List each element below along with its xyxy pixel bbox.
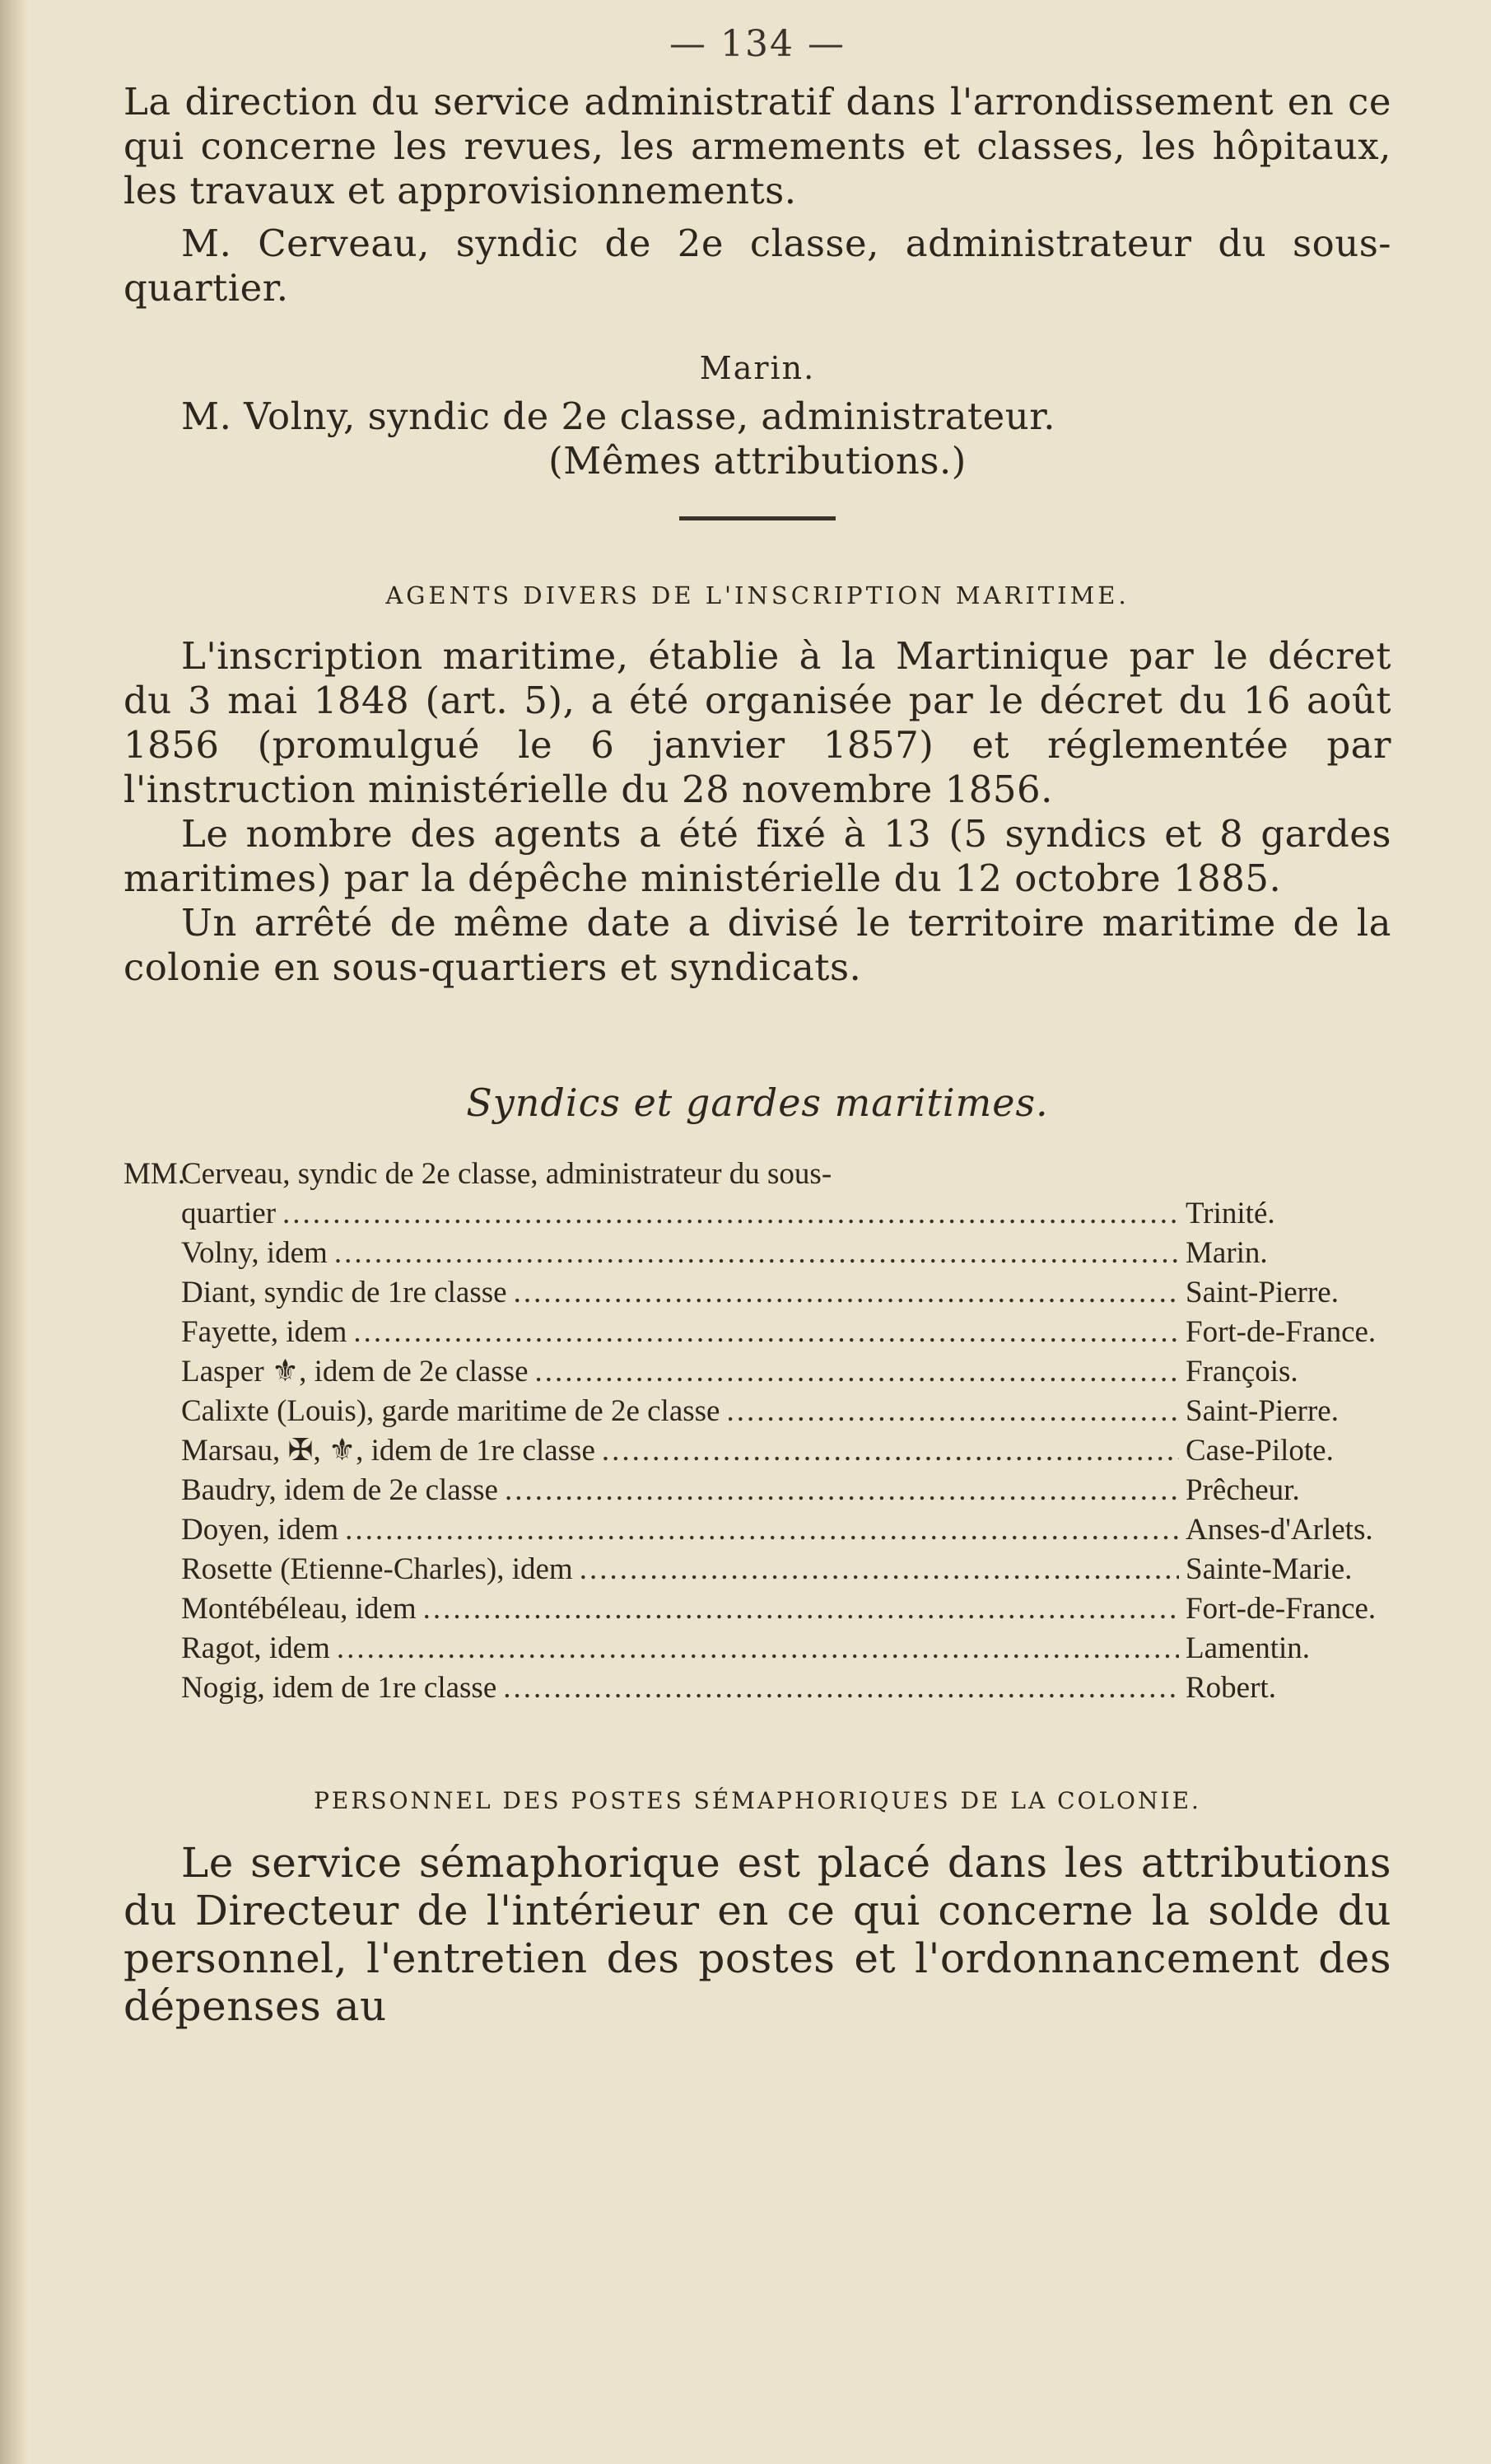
document-page bbox=[123, 23, 1391, 2030]
page-number: — 134 — bbox=[669, 23, 846, 65]
agent-name: Fayette, idem bbox=[181, 1315, 347, 1349]
agent-name: Nogig, idem de 1re classe bbox=[181, 1671, 497, 1705]
agent-location: Saint-Pierre. bbox=[1186, 1394, 1339, 1428]
table-row bbox=[123, 1471, 1391, 1510]
agent-name: Doyen, idem bbox=[181, 1513, 339, 1547]
agent-name: Rosette (Etienne-Charles), idem bbox=[181, 1552, 573, 1586]
agent-location: Prêcheur. bbox=[1186, 1473, 1300, 1507]
agent-location: Marin. bbox=[1186, 1236, 1268, 1270]
agent-name: Diant, syndic de 1re classe bbox=[181, 1276, 507, 1309]
leader-dots bbox=[423, 1589, 1179, 1629]
intro-paragraph: La direction du service administratif dans l'arrondissement en ce qui concerne les revues, les armements et classes, les hôpitaux, les travaux et approvisionnements. bbox=[123, 80, 1391, 212]
table-row bbox=[123, 1273, 1391, 1313]
agent-name: Calixte (Louis), garde maritime de 2e classe bbox=[181, 1394, 720, 1428]
agent-name: Marsau, ✠, ⚜, idem de 1re classe bbox=[181, 1434, 595, 1468]
table-row bbox=[123, 1194, 1391, 1234]
personnel-heading: PERSONNEL DES POSTES SÉMAPHORIQUES DE LA COLONIE. bbox=[314, 1787, 1201, 1814]
agent-location: Trinité. bbox=[1186, 1197, 1275, 1230]
agent-location: François. bbox=[1186, 1355, 1298, 1388]
agent-name: Baudry, idem de 2e classe bbox=[181, 1473, 498, 1507]
agent-name: Volny, idem bbox=[181, 1236, 328, 1270]
inscription-paragraph-2: Le nombre des agents a été fixé à 13 (5 syndics et 8 gardes maritimes) par la dépêche ministérielle du 12 octobre 1885. bbox=[123, 812, 1391, 900]
inscription-paragraph-3: Un arrêté de même date a divisé le territoire maritime de la colonie en sous-quartiers et syndicats. bbox=[123, 901, 1391, 989]
table-row bbox=[123, 1313, 1391, 1352]
section-divider bbox=[679, 516, 836, 520]
agent-location: Robert. bbox=[1186, 1671, 1276, 1705]
leader-dots bbox=[535, 1352, 1179, 1392]
table-row bbox=[123, 1392, 1391, 1431]
agent-location: Saint-Pierre. bbox=[1186, 1276, 1339, 1309]
leader-dots bbox=[337, 1629, 1179, 1668]
agent-location: Lamentin. bbox=[1186, 1631, 1311, 1665]
leader-dots bbox=[580, 1550, 1179, 1589]
agent-location: Anses-d'Arlets. bbox=[1186, 1513, 1373, 1547]
inscription-paragraph-1: L'inscription maritime, établie à la Martinique par le décret du 3 mai 1848 (art. 5), a été organisée par le décret du 16 août 1856 (promulgué le 6 janvier 1857) et réglementée par l'instruction ministérielle du 28 novembre 1856. bbox=[123, 634, 1391, 811]
list-first-line: Cerveau, syndic de 2e classe, administrateur du sous- bbox=[181, 1157, 832, 1191]
leader-dots bbox=[514, 1273, 1179, 1313]
agent-location: Sainte-Marie. bbox=[1186, 1552, 1353, 1586]
leader-dots bbox=[345, 1510, 1179, 1550]
table-row bbox=[123, 1629, 1391, 1668]
table-row bbox=[123, 1352, 1391, 1392]
agents-heading: AGENTS DIVERS DE L'INSCRIPTION MARITIME. bbox=[385, 581, 1130, 609]
agent-location: Fort-de-France. bbox=[1186, 1315, 1377, 1349]
leader-dots bbox=[726, 1392, 1179, 1431]
cerveau-paragraph: M. Cerveau, syndic de 2e classe, administrateur du sous-quartier. bbox=[123, 222, 1391, 310]
list-item bbox=[123, 1155, 1391, 1194]
agent-name: Montébéleau, idem bbox=[181, 1592, 417, 1626]
table-row bbox=[123, 1510, 1391, 1550]
agents-list bbox=[123, 1155, 1391, 1708]
volny-paragraph: M. Volny, syndic de 2e classe, administrateur. bbox=[181, 394, 1056, 438]
page-edge-shadow bbox=[0, 0, 28, 2464]
table-row bbox=[123, 1550, 1391, 1589]
table-row bbox=[123, 1234, 1391, 1273]
agent-name: quartier bbox=[181, 1197, 277, 1230]
leader-dots bbox=[503, 1668, 1179, 1708]
agent-name: Ragot, idem bbox=[181, 1631, 330, 1665]
leader-dots bbox=[334, 1234, 1179, 1273]
agent-name: Lasper ⚜, idem de 2e classe bbox=[181, 1355, 529, 1388]
agent-location: Case-Pilote. bbox=[1186, 1434, 1334, 1468]
table-row bbox=[123, 1668, 1391, 1708]
table-row bbox=[123, 1431, 1391, 1471]
list-prefix: MM. bbox=[123, 1157, 186, 1191]
table-row bbox=[123, 1589, 1391, 1629]
memes-attributions: (Mêmes attributions.) bbox=[548, 439, 967, 483]
semaphore-paragraph: Le service sémaphorique est placé dans les attributions du Directeur de l'intérieur en ce qui concerne la solde du personnel, l'entretien des postes et l'ordonnancement des dépenses au bbox=[123, 1839, 1391, 2030]
marin-heading: Marin. bbox=[699, 350, 816, 386]
leader-dots bbox=[353, 1313, 1179, 1352]
leader-dots bbox=[505, 1471, 1179, 1510]
agent-location: Fort-de-France. bbox=[1186, 1592, 1377, 1626]
leader-dots bbox=[602, 1431, 1179, 1471]
leader-dots bbox=[282, 1194, 1179, 1234]
syndics-heading: Syndics et gardes maritimes. bbox=[466, 1080, 1049, 1125]
